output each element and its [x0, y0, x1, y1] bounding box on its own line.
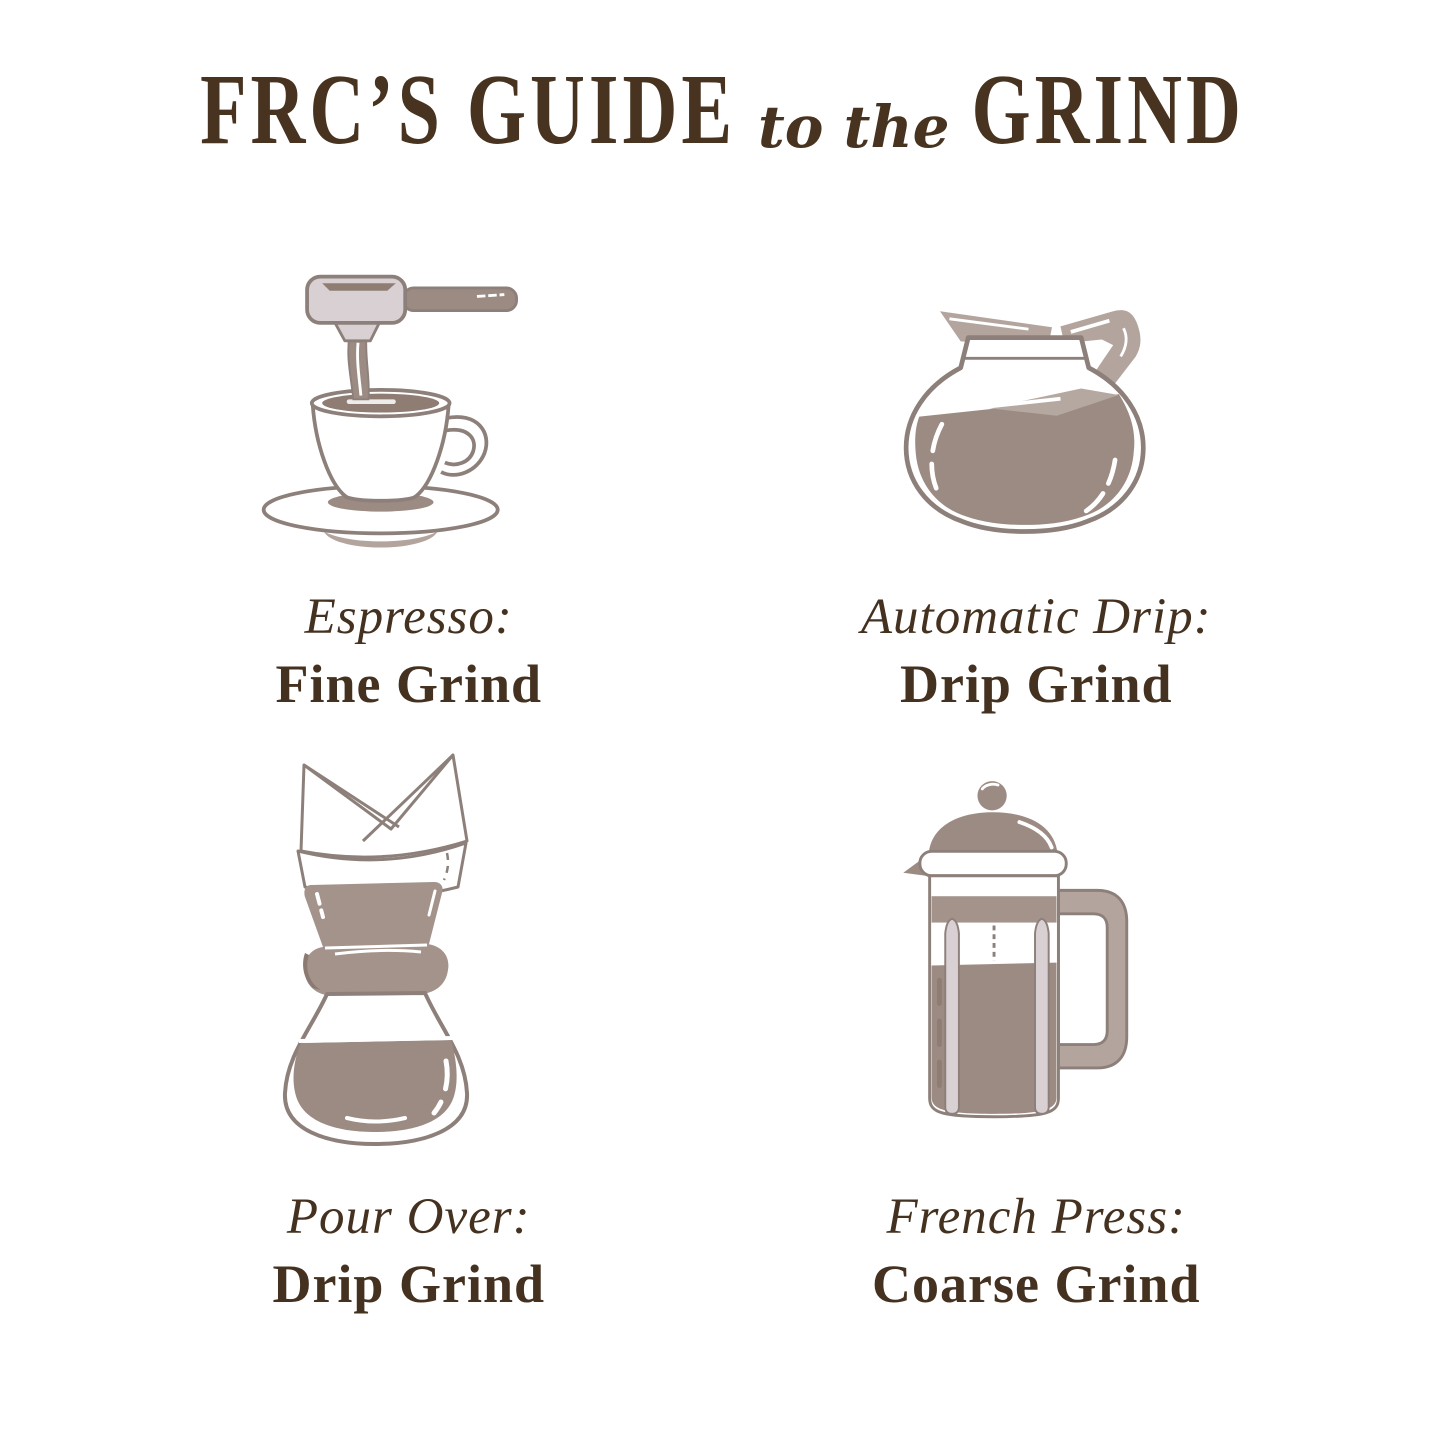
method-card-french-press: [723, 736, 1351, 1314]
method-card-espresso: [95, 226, 723, 714]
espresso-caption: [275, 588, 542, 714]
title-left: FRC’S GUIDE: [200, 54, 737, 166]
method-card-automatic-drip: [723, 226, 1351, 714]
espresso-portafilter-cup-icon: [239, 254, 579, 556]
method-card-pour-over: [95, 736, 723, 1314]
title-script: to the: [758, 93, 950, 162]
methods-grid: [0, 226, 1445, 1314]
drip-coffee-carafe-icon: [876, 283, 1196, 556]
french-press-art: [875, 736, 1197, 1156]
page-title: [0, 0, 1445, 166]
espresso-art: [239, 226, 579, 556]
method-name: Automatic Drip:: [860, 589, 1212, 645]
title-right: GRIND: [971, 54, 1245, 166]
french-press-caption: [872, 1188, 1201, 1314]
grind-name: Coarse Grind: [872, 1253, 1201, 1314]
automatic-drip-caption: [861, 588, 1212, 714]
french-press-icon: [875, 775, 1197, 1156]
grind-name: Drip Grind: [272, 1253, 546, 1314]
grind-name: Fine Grind: [275, 653, 543, 714]
chemex-pour-over-icon: [241, 741, 576, 1156]
method-name: Pour Over:: [286, 1189, 531, 1246]
pour-over-art: [241, 736, 576, 1156]
grind-name: Drip Grind: [899, 653, 1173, 714]
method-name: French Press:: [886, 1189, 1187, 1246]
method-name: Espresso:: [304, 589, 513, 645]
automatic-drip-art: [876, 226, 1196, 556]
pour-over-caption: [272, 1188, 545, 1314]
